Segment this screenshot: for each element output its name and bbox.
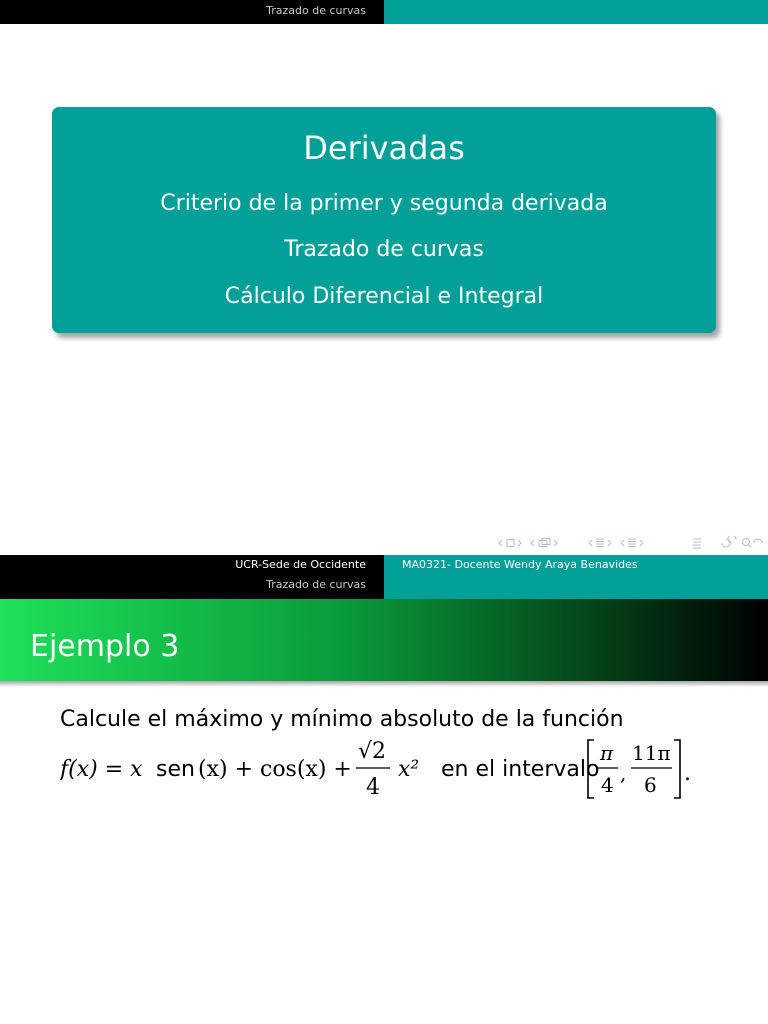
slide2-header — [0, 555, 768, 599]
title-block — [52, 107, 716, 333]
nav-left-arrow-icon[interactable] — [499, 540, 521, 547]
interval-b-denominator: 6 — [644, 773, 657, 797]
header-subsection: Trazado de curvas — [266, 578, 366, 591]
frame-title-bar — [0, 599, 768, 681]
frame-title: Ejemplo 3 — [30, 629, 180, 664]
nav-search-icon[interactable] — [722, 536, 762, 547]
presentation-title: Derivadas — [303, 129, 465, 167]
beamer-navigation-symbols[interactable] — [496, 536, 764, 550]
nav-subsection-icon[interactable] — [589, 539, 611, 547]
header-left-bar — [0, 0, 384, 24]
formula-x-squared: x² — [398, 757, 420, 782]
exercise-formula — [60, 736, 740, 806]
header-subsection: Trazado de curvas — [266, 4, 366, 17]
formula-end-period: . — [684, 761, 691, 786]
nav-frame-icon[interactable] — [531, 539, 557, 547]
exercise-prompt: Calcule el máximo y mínimo absoluto de la función — [60, 707, 624, 732]
nav-align-icon[interactable] — [693, 539, 701, 548]
header-right-bar — [384, 555, 768, 599]
formula-sen: sen — [156, 757, 195, 782]
presentation-section: Trazado de curvas — [284, 237, 484, 262]
interval-a-denominator: 4 — [601, 773, 614, 797]
interval-right-bracket — [674, 740, 680, 798]
header-left-bar — [0, 555, 384, 599]
nav-section-icon[interactable] — [621, 539, 643, 547]
interval-comma: , — [620, 761, 627, 785]
presentation-course: Cálculo Diferencial e Integral — [224, 284, 544, 309]
formula-sen-arg: (x) + cos(x) + — [198, 757, 352, 782]
formula-interval-text: en el intervalo — [441, 757, 600, 782]
formula-fraction-numerator: √2 — [358, 739, 387, 764]
interval-a-numerator: π — [600, 741, 614, 765]
header-right-bar — [384, 0, 768, 24]
slide1-header — [0, 0, 768, 24]
formula-lhs: f(x) = x — [60, 757, 143, 782]
header-course-teacher: MA0321- Docente Wendy Araya Benavides — [402, 558, 638, 571]
presentation-subtitle: Criterio de la primer y segunda derivada — [160, 191, 608, 216]
formula-fraction-denominator: 4 — [366, 775, 380, 800]
frame-title-shadow — [0, 681, 768, 687]
interval-b-numerator: 11π — [632, 741, 671, 765]
header-institution: UCR-Sede de Occidente — [235, 558, 366, 571]
